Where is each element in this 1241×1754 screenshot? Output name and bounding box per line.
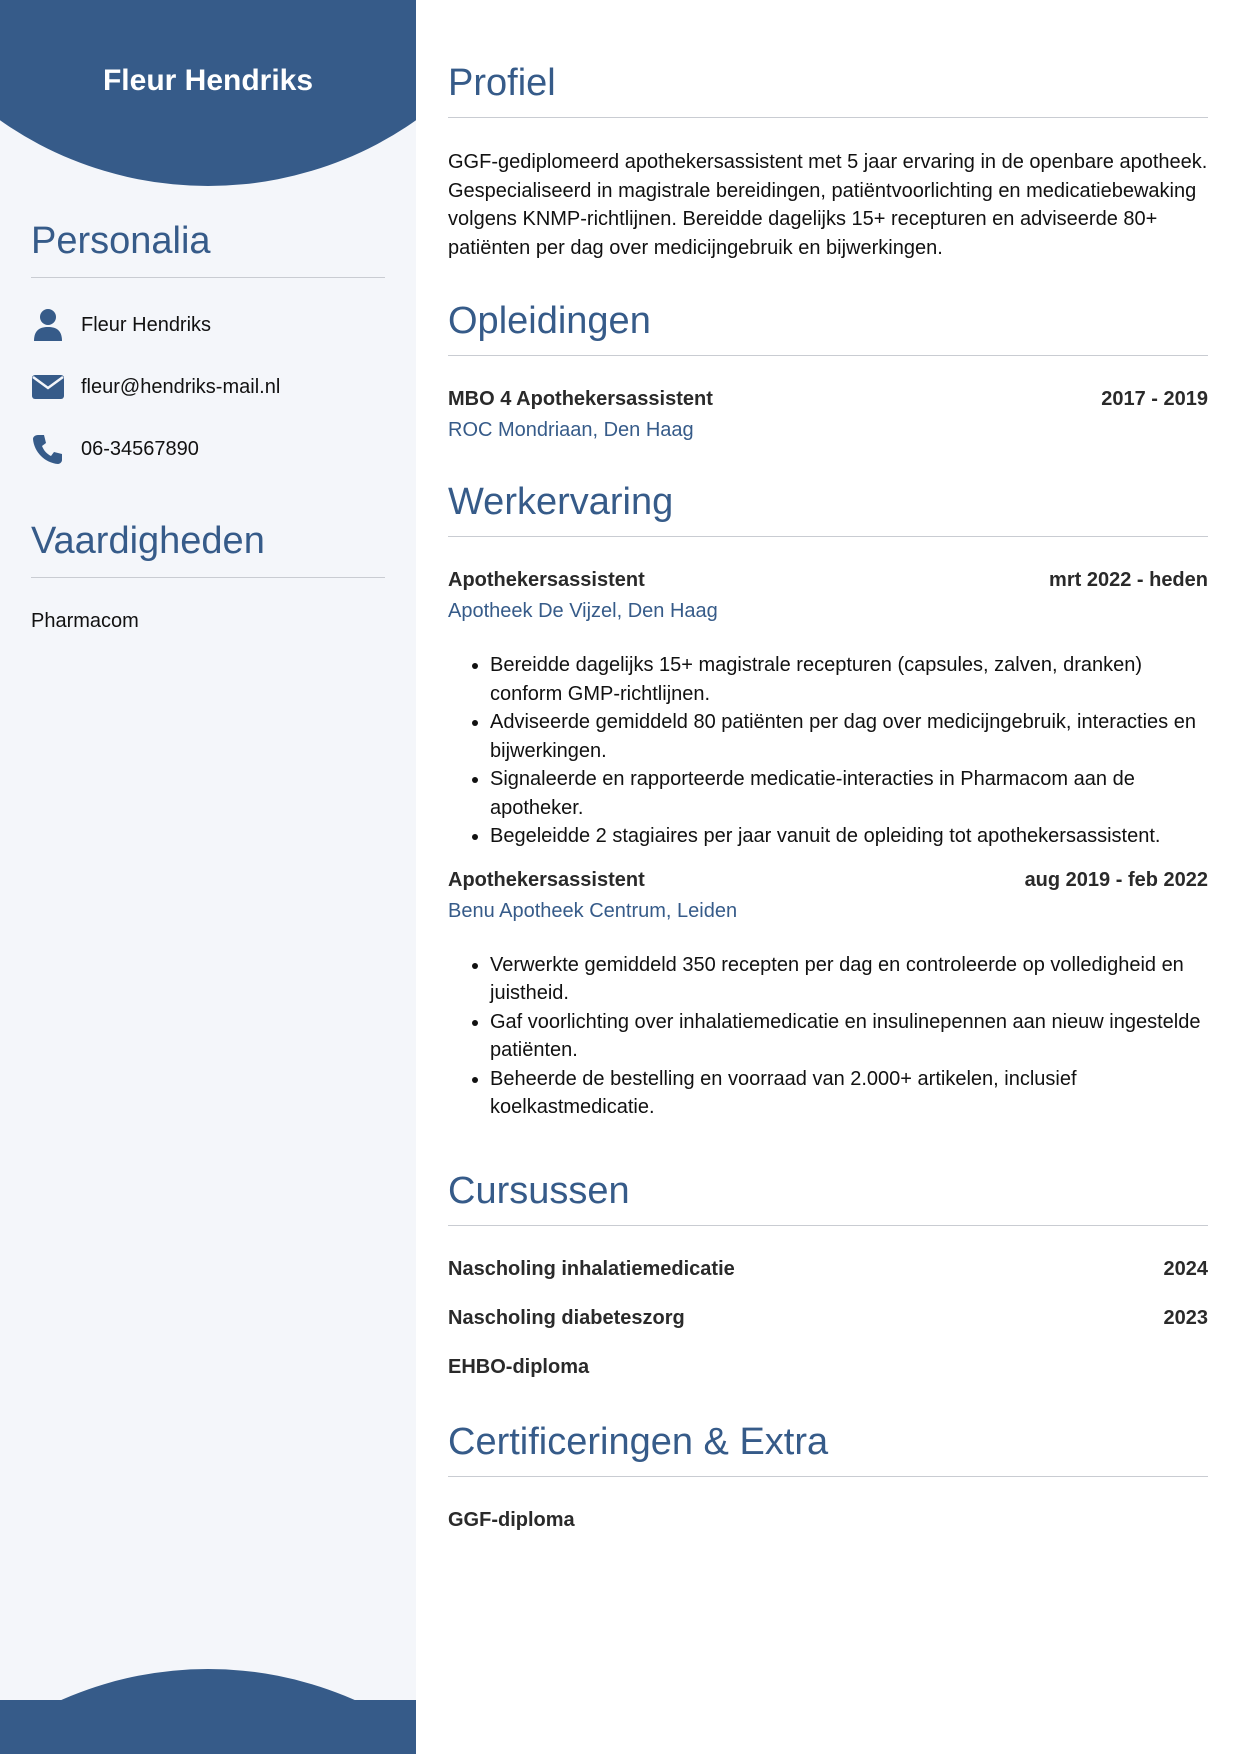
course-row — [448, 1307, 1208, 1330]
profile-title: Profiel — [448, 62, 1208, 118]
certifications-section — [448, 1421, 1208, 1532]
list-item: • Signaleerde en rapporteerde medicatie-interacties in Pharmacom aan de apotheker. — [490, 765, 1208, 822]
course-name: EHBO-diploma — [448, 1356, 590, 1378]
contact-email-row — [31, 370, 385, 404]
education-section — [448, 300, 1208, 442]
phone-icon — [31, 432, 65, 466]
experience-entry — [448, 569, 1208, 851]
profile-text: GGF-gediplomeerd apothekersassistent met 5 jaar ervaring in de openbare apotheek. Gespecialiseerd in magistrale bereidingen, patiëntvoorlichting en medicatiebewaking volgens KNMP-richtlijnen. Bereidde dagelijks 15+ recepturen en adviseerde 80+ patiënten per dag over medicijngebruik en bijwerkingen. — [448, 151, 1208, 259]
personal-section — [31, 220, 385, 466]
candidate-name: Fleur Hendriks — [102, 64, 314, 97]
job-title: Apothekersassistent — [448, 569, 645, 591]
certification-item — [448, 1509, 1208, 1532]
course-year: 2023 — [1163, 1307, 1208, 1329]
personal-heading: Personalia — [31, 220, 385, 278]
profile-section — [448, 62, 1208, 262]
sidebar-bottom-band — [0, 1700, 416, 1754]
list-item: • Bereidde dagelijks 15+ magistrale recepturen (capsules, zalven, dranken) conform GMP-richtlijnen. — [490, 651, 1208, 708]
skills-section — [31, 520, 385, 633]
contact-email[interactable]: fleur@hendriks-mail.nl — [81, 375, 281, 398]
job-employer: Apotheek De Vijzel, Den Haag — [448, 600, 718, 622]
courses-section — [448, 1170, 1208, 1379]
job-period: aug 2019 - feb 2022 — [1024, 868, 1208, 891]
sidebar — [0, 0, 416, 1754]
certifications-title: Certificeringen & Extra — [448, 1421, 1208, 1477]
job-bullets — [448, 951, 1208, 1122]
list-item: • Begeleidde 2 stagiaires per jaar vanuit de opleiding tot apothekersassistent. — [490, 822, 1208, 851]
contact-phone-row — [31, 432, 385, 466]
course-name: Nascholing diabeteszorg — [448, 1307, 685, 1329]
list-item: • Verwerkte gemiddeld 350 recepten per dag en controleerde op volledigheid en juistheid. — [490, 951, 1208, 1008]
courses-title: Cursussen — [448, 1170, 1208, 1226]
list-item: • Beheerde de bestelling en voorraad van 2.000+ artikelen, inclusief koelkastmedicatie. — [490, 1065, 1208, 1122]
education-entry — [448, 388, 1208, 442]
contact-name: Fleur Hendriks — [81, 313, 212, 336]
education-period: 2017 - 2019 — [1101, 388, 1208, 410]
course-year: 2024 — [1163, 1258, 1208, 1280]
education-school: ROC Mondriaan, Den Haag — [448, 419, 694, 441]
person-icon — [31, 308, 65, 342]
envelope-icon — [31, 370, 65, 404]
experience-entry — [448, 869, 1208, 1122]
list-item: • Gaf voorlichting over inhalatiemedicatie en insulinepennen aan nieuw ingestelde patiënten. — [490, 1008, 1208, 1065]
experience-section — [448, 481, 1208, 1122]
contact-phone[interactable]: 06-34567890 — [81, 437, 199, 460]
course-row — [448, 1356, 1208, 1379]
education-title: Opleidingen — [448, 300, 1208, 356]
skill-item: Pharmacom — [31, 610, 139, 632]
certification-name: GGF-diploma — [448, 1509, 575, 1531]
job-bullets — [448, 651, 1208, 851]
list-item: • Adviseerde gemiddeld 80 patiënten per dag over medicijngebruik, interacties en bijwerkingen. — [490, 708, 1208, 765]
education-degree: MBO 4 Apothekersassistent — [448, 388, 713, 410]
course-row — [448, 1258, 1208, 1281]
job-period: mrt 2022 - heden — [1049, 569, 1208, 591]
job-employer: Benu Apotheek Centrum, Leiden — [448, 899, 738, 922]
skills-heading: Vaardigheden — [31, 520, 385, 578]
job-title: Apothekersassistent — [448, 868, 645, 891]
course-name: Nascholing inhalatiemedicatie — [448, 1258, 735, 1280]
contact-name-row — [31, 308, 385, 342]
experience-title: Werkervaring — [448, 481, 1208, 537]
